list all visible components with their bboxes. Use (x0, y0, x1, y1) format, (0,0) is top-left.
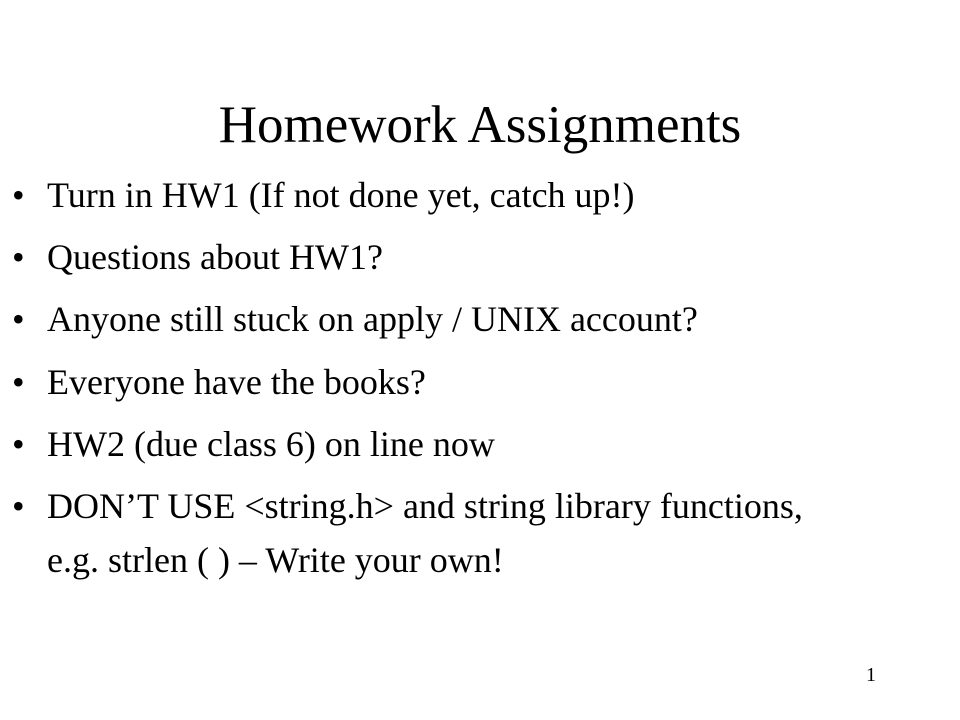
bullet-icon: • (12, 361, 25, 402)
bullet-list (0, 166, 960, 589)
bullet-text: Questions about HW1? (47, 237, 383, 278)
bullet-item (0, 477, 960, 585)
slide-title: Homework Assignments (218, 96, 742, 154)
bullet-icon: • (12, 237, 25, 278)
bullet-item (0, 166, 960, 224)
page-number: 1 (866, 664, 876, 686)
bullet-text: Everyone have the books? (47, 361, 426, 402)
bullet-text: Anyone still stuck on apply / UNIX account? (47, 299, 698, 340)
bullet-item (0, 228, 960, 286)
bullet-item (0, 353, 960, 411)
bullet-text: HW2 (due class 6) on line now (47, 423, 495, 464)
bullet-text: Turn in HW1 (If not done yet, catch up!) (47, 175, 635, 215)
bullet-item (0, 415, 960, 473)
bullet-icon: • (12, 299, 25, 340)
bullet-item (0, 290, 960, 348)
bullet-text-continuation: e.g. strlen ( ) – Write your own! (47, 539, 504, 580)
bullet-icon: • (12, 423, 25, 464)
bullet-icon: • (12, 485, 25, 526)
bullet-text: DON’T USE <string.h> and string library functions, (47, 485, 803, 526)
bullet-icon: • (12, 175, 25, 215)
